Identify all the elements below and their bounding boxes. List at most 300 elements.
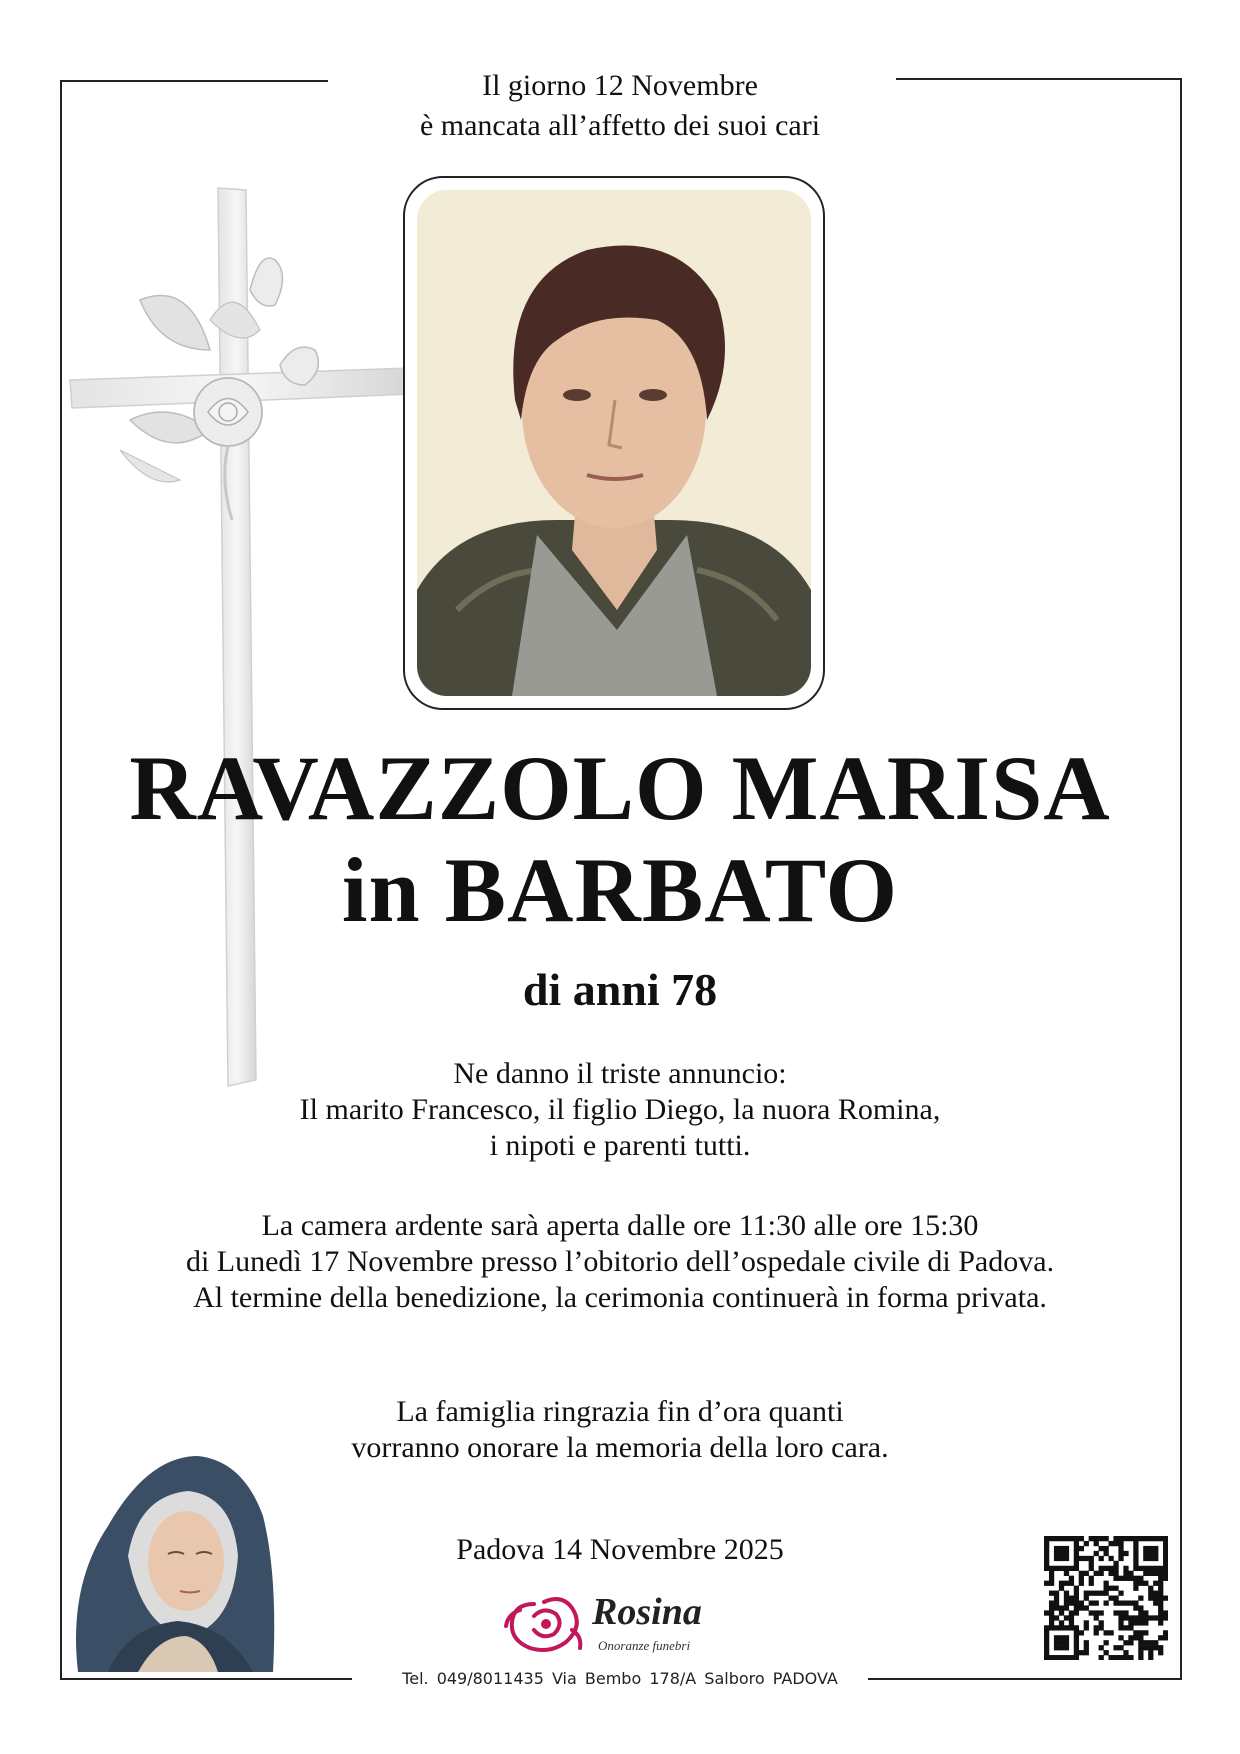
qr-module: [1069, 1581, 1074, 1586]
qr-module: [1108, 1596, 1113, 1601]
qr-module: [1074, 1596, 1079, 1601]
qr-module: [1104, 1600, 1109, 1605]
qr-module: [1064, 1581, 1069, 1586]
qr-module: [1089, 1566, 1094, 1571]
qr-module: [1113, 1610, 1118, 1615]
qr-module: [1079, 1605, 1084, 1610]
qr-module: [1044, 1536, 1049, 1541]
deceased-age: di anni 78: [522, 964, 718, 1015]
qr-module: [1104, 1566, 1109, 1571]
cross-rose-icon: [60, 180, 420, 1090]
qr-module: [1064, 1536, 1069, 1541]
qr-module: [1138, 1581, 1143, 1586]
qr-module: [1138, 1630, 1143, 1635]
qr-module: [1099, 1620, 1104, 1625]
qr-module: [1158, 1645, 1163, 1650]
qr-module: [1054, 1546, 1059, 1551]
qr-module: [1128, 1600, 1133, 1605]
qr-module: [1049, 1591, 1054, 1596]
qr-module: [1049, 1615, 1054, 1620]
qr-module: [1153, 1536, 1158, 1541]
qr-module: [1163, 1576, 1168, 1581]
qr-module: [1074, 1655, 1079, 1660]
qr-module: [1104, 1586, 1109, 1591]
qr-module: [1153, 1591, 1158, 1596]
place-date: Padova 14 Novembre 2025: [456, 1533, 784, 1566]
qr-module: [1084, 1645, 1089, 1650]
qr-module: [1094, 1571, 1099, 1576]
qr-module: [1099, 1655, 1104, 1660]
qr-module: [1089, 1591, 1094, 1596]
madonna-icon: [68, 1436, 280, 1672]
qr-module: [1133, 1600, 1138, 1605]
qr-module: [1148, 1566, 1153, 1571]
qr-module: [1148, 1640, 1153, 1645]
qr-module: [1133, 1620, 1138, 1625]
qr-module: [1079, 1581, 1084, 1586]
qr-module: [1158, 1536, 1163, 1541]
qr-module: [1099, 1566, 1104, 1571]
qr-module: [1143, 1630, 1148, 1635]
qr-module: [1123, 1566, 1128, 1571]
ceremony-line-2: di Lunedì 17 Novembre presso l’obitorio dell’ospedale civile di Padova.: [185, 1245, 1055, 1278]
qr-module: [1069, 1576, 1074, 1581]
qr-module: [1064, 1645, 1069, 1650]
qr-module: [1064, 1655, 1069, 1660]
intro-text: [0, 66, 1240, 146]
qr-module: [1128, 1620, 1133, 1625]
qr-module: [1153, 1581, 1158, 1586]
qr-module: [1138, 1640, 1143, 1645]
qr-module: [1158, 1596, 1163, 1601]
qr-module: [1148, 1536, 1153, 1541]
qr-module: [1138, 1596, 1143, 1601]
intro-line-1: Il giorno 12 Novembre: [482, 69, 758, 102]
qr-module: [1064, 1605, 1069, 1610]
qr-module: [1074, 1551, 1079, 1556]
qr-module: [1054, 1605, 1059, 1610]
qr-module: [1143, 1620, 1148, 1625]
qr-module: [1054, 1591, 1059, 1596]
thanks-line-2: vorranno onorare la memoria della loro cara.: [351, 1431, 889, 1464]
ceremony-line-1: La camera ardente sarà aperta dalle ore 11:30 alle ore 15:30: [261, 1209, 979, 1242]
qr-code-icon: [1044, 1536, 1168, 1660]
qr-module: [1064, 1640, 1069, 1645]
portrait-photo: [417, 190, 811, 696]
qr-module: [1148, 1615, 1153, 1620]
qr-module: [1074, 1635, 1079, 1640]
qr-module: [1158, 1586, 1163, 1591]
qr-module: [1099, 1625, 1104, 1630]
qr-module: [1104, 1650, 1109, 1655]
qr-module: [1133, 1576, 1138, 1581]
qr-module: [1069, 1615, 1074, 1620]
qr-module: [1049, 1566, 1054, 1571]
qr-module: [1059, 1655, 1064, 1660]
qr-module: [1143, 1551, 1148, 1556]
qr-module: [1064, 1596, 1069, 1601]
qr-module: [1059, 1645, 1064, 1650]
qr-module: [1084, 1625, 1089, 1630]
qr-module: [1059, 1551, 1064, 1556]
qr-module: [1049, 1610, 1054, 1615]
qr-module: [1044, 1655, 1049, 1660]
family-line-3: i nipoti e parenti tutti.: [489, 1129, 751, 1162]
qr-module: [1079, 1571, 1084, 1576]
qr-module: [1123, 1600, 1128, 1605]
qr-module: [1059, 1610, 1064, 1615]
qr-module: [1044, 1546, 1049, 1551]
qr-module: [1074, 1610, 1079, 1615]
qr-module: [1044, 1556, 1049, 1561]
qr-module: [1133, 1546, 1138, 1551]
qr-module: [1079, 1576, 1084, 1581]
qr-module: [1158, 1610, 1163, 1615]
funeral-home-logo: [500, 1590, 720, 1660]
qr-module: [1044, 1581, 1049, 1586]
qr-module: [1123, 1625, 1128, 1630]
qr-module: [1044, 1551, 1049, 1556]
qr-module: [1148, 1596, 1153, 1601]
qr-module: [1123, 1571, 1128, 1576]
qr-module: [1074, 1541, 1079, 1546]
qr-module: [1069, 1600, 1074, 1605]
qr-module: [1044, 1635, 1049, 1640]
qr-module: [1059, 1586, 1064, 1591]
qr-module: [1079, 1536, 1084, 1541]
qr-module: [1084, 1541, 1089, 1546]
qr-module: [1094, 1600, 1099, 1605]
qr-module: [1074, 1600, 1079, 1605]
qr-module: [1158, 1605, 1163, 1610]
qr-module: [1064, 1625, 1069, 1630]
qr-module: [1099, 1610, 1104, 1615]
qr-module: [1133, 1561, 1138, 1566]
qr-module: [1123, 1576, 1128, 1581]
qr-module: [1094, 1541, 1099, 1546]
qr-module: [1069, 1625, 1074, 1630]
qr-module: [1143, 1566, 1148, 1571]
qr-module: [1163, 1635, 1168, 1640]
qr-module: [1148, 1650, 1153, 1655]
qr-module: [1138, 1620, 1143, 1625]
qr-module: [1138, 1605, 1143, 1610]
qr-module: [1158, 1650, 1163, 1655]
qr-module: [1064, 1571, 1069, 1576]
rose-logo-icon: [500, 1590, 588, 1656]
qr-module: [1079, 1546, 1084, 1551]
qr-module: [1138, 1610, 1143, 1615]
qr-module: [1099, 1591, 1104, 1596]
qr-module: [1133, 1541, 1138, 1546]
qr-module: [1044, 1541, 1049, 1546]
qr-module: [1059, 1640, 1064, 1645]
qr-module: [1113, 1571, 1118, 1576]
qr-module: [1069, 1566, 1074, 1571]
qr-module: [1064, 1551, 1069, 1556]
qr-module: [1054, 1536, 1059, 1541]
qr-module: [1059, 1625, 1064, 1630]
qr-module: [1059, 1620, 1064, 1625]
qr-module: [1143, 1571, 1148, 1576]
qr-module: [1133, 1630, 1138, 1635]
qr-module: [1064, 1546, 1069, 1551]
qr-module: [1074, 1625, 1079, 1630]
qr-module: [1163, 1541, 1168, 1546]
qr-module: [1148, 1645, 1153, 1650]
qr-module: [1049, 1605, 1054, 1610]
deceased-name: RAVAZZOLO MARISA: [129, 737, 1111, 839]
qr-module: [1059, 1546, 1064, 1551]
qr-module: [1138, 1635, 1143, 1640]
qr-module: [1153, 1640, 1158, 1645]
qr-module: [1094, 1591, 1099, 1596]
qr-module: [1054, 1596, 1059, 1601]
qr-module: [1128, 1635, 1133, 1640]
qr-module: [1108, 1541, 1113, 1546]
qr-module: [1118, 1600, 1123, 1605]
qr-module: [1118, 1625, 1123, 1630]
ceremony-line-3: Al termine della benedizione, la cerimonia continuerà in forma privata.: [193, 1281, 1047, 1314]
qr-module: [1108, 1571, 1113, 1576]
qr-module: [1158, 1571, 1163, 1576]
qr-module: [1163, 1571, 1168, 1576]
qr-module: [1069, 1620, 1074, 1625]
qr-module: [1118, 1645, 1123, 1650]
qr-module: [1044, 1630, 1049, 1635]
qr-module: [1148, 1655, 1153, 1660]
qr-module: [1054, 1655, 1059, 1660]
qr-module: [1108, 1630, 1113, 1635]
portrait-frame: [403, 176, 825, 710]
logo-name: Rosina: [592, 1591, 702, 1633]
qr-module: [1104, 1630, 1109, 1635]
qr-module: [1089, 1561, 1094, 1566]
qr-module: [1158, 1615, 1163, 1620]
qr-module: [1133, 1536, 1138, 1541]
qr-module: [1148, 1551, 1153, 1556]
qr-module: [1138, 1655, 1143, 1660]
qr-module: [1074, 1566, 1079, 1571]
qr-module: [1143, 1645, 1148, 1650]
qr-module: [1118, 1546, 1123, 1551]
qr-module: [1163, 1615, 1168, 1620]
qr-module: [1158, 1566, 1163, 1571]
qr-module: [1074, 1630, 1079, 1635]
qr-module: [1113, 1655, 1118, 1660]
qr-module: [1123, 1615, 1128, 1620]
qr-module: [1118, 1551, 1123, 1556]
qr-module: [1118, 1556, 1123, 1561]
qr-module: [1133, 1615, 1138, 1620]
family-line-1: Ne danno il triste annuncio:: [453, 1057, 787, 1090]
qr-module: [1128, 1615, 1133, 1620]
qr-module: [1054, 1625, 1059, 1630]
qr-module: [1113, 1600, 1118, 1605]
qr-module: [1094, 1610, 1099, 1615]
qr-module: [1094, 1615, 1099, 1620]
qr-module: [1158, 1576, 1163, 1581]
qr-module: [1099, 1571, 1104, 1576]
qr-module: [1059, 1635, 1064, 1640]
qr-module: [1143, 1615, 1148, 1620]
qr-module: [1049, 1600, 1054, 1605]
qr-module: [1079, 1630, 1084, 1635]
qr-module: [1123, 1655, 1128, 1660]
qr-module: [1143, 1581, 1148, 1586]
qr-module: [1084, 1571, 1089, 1576]
qr-module: [1128, 1536, 1133, 1541]
qr-module: [1138, 1566, 1143, 1571]
qr-module: [1069, 1655, 1074, 1660]
qr-module: [1054, 1556, 1059, 1561]
qr-module: [1049, 1655, 1054, 1660]
qr-module: [1084, 1620, 1089, 1625]
qr-module: [1128, 1640, 1133, 1645]
qr-module: [1044, 1650, 1049, 1655]
qr-module: [1059, 1581, 1064, 1586]
qr-module: [1113, 1536, 1118, 1541]
qr-module: [1123, 1536, 1128, 1541]
qr-module: [1044, 1645, 1049, 1650]
qr-module: [1094, 1551, 1099, 1556]
qr-module: [1079, 1556, 1084, 1561]
qr-module: [1138, 1645, 1143, 1650]
qr-module: [1104, 1536, 1109, 1541]
qr-module: [1108, 1586, 1113, 1591]
qr-module: [1153, 1566, 1158, 1571]
qr-module: [1069, 1536, 1074, 1541]
qr-module: [1059, 1605, 1064, 1610]
qr-module: [1163, 1610, 1168, 1615]
qr-module: [1158, 1581, 1163, 1586]
qr-module: [1059, 1536, 1064, 1541]
qr-module: [1163, 1551, 1168, 1556]
qr-module: [1123, 1610, 1128, 1615]
qr-module: [1089, 1556, 1094, 1561]
qr-module: [1133, 1605, 1138, 1610]
qr-module: [1104, 1591, 1109, 1596]
qr-module: [1089, 1581, 1094, 1586]
qr-module: [1158, 1635, 1163, 1640]
qr-module: [1153, 1551, 1158, 1556]
qr-module: [1104, 1551, 1109, 1556]
qr-module: [1118, 1576, 1123, 1581]
qr-module: [1074, 1645, 1079, 1650]
qr-module: [1089, 1576, 1094, 1581]
qr-module: [1059, 1556, 1064, 1561]
qr-module: [1064, 1556, 1069, 1561]
qr-module: [1148, 1571, 1153, 1576]
qr-module: [1054, 1645, 1059, 1650]
qr-module: [1148, 1556, 1153, 1561]
qr-module: [1074, 1591, 1079, 1596]
family-line-2: Il marito Francesco, il figlio Diego, la nuora Romina,: [299, 1093, 941, 1126]
qr-module: [1118, 1591, 1123, 1596]
qr-module: [1064, 1566, 1069, 1571]
qr-module: [1084, 1640, 1089, 1645]
qr-module: [1158, 1620, 1163, 1625]
qr-module: [1118, 1620, 1123, 1625]
qr-module: [1163, 1630, 1168, 1635]
qr-module: [1113, 1596, 1118, 1601]
qr-module: [1094, 1625, 1099, 1630]
qr-module: [1074, 1546, 1079, 1551]
qr-module: [1074, 1586, 1079, 1591]
qr-module: [1074, 1556, 1079, 1561]
qr-module: [1118, 1635, 1123, 1640]
qr-module: [1054, 1635, 1059, 1640]
qr-module: [1153, 1600, 1158, 1605]
qr-module: [1128, 1655, 1133, 1660]
qr-module: [1084, 1605, 1089, 1610]
qr-module: [1143, 1546, 1148, 1551]
qr-module: [1143, 1640, 1148, 1645]
qr-module: [1044, 1625, 1049, 1630]
qr-module: [1163, 1536, 1168, 1541]
qr-module: [1133, 1556, 1138, 1561]
qr-module: [1118, 1536, 1123, 1541]
qr-module: [1153, 1546, 1158, 1551]
intro-line-2: è mancata all’affetto dei suoi cari: [419, 109, 821, 142]
qr-module: [1104, 1546, 1109, 1551]
qr-module: [1049, 1620, 1054, 1625]
qr-module: [1118, 1615, 1123, 1620]
qr-module: [1059, 1566, 1064, 1571]
qr-module: [1108, 1566, 1113, 1571]
qr-module: [1118, 1655, 1123, 1660]
qr-module: [1049, 1581, 1054, 1586]
qr-module: [1099, 1536, 1104, 1541]
qr-module: [1049, 1576, 1054, 1581]
qr-module: [1113, 1645, 1118, 1650]
qr-module: [1104, 1581, 1109, 1586]
qr-module: [1054, 1600, 1059, 1605]
qr-module: [1054, 1551, 1059, 1556]
qr-module: [1143, 1536, 1148, 1541]
qr-module: [1064, 1600, 1069, 1605]
qr-module: [1108, 1556, 1113, 1561]
qr-module: [1064, 1615, 1069, 1620]
qr-module: [1128, 1625, 1133, 1630]
qr-module: [1138, 1650, 1143, 1655]
qr-module: [1049, 1536, 1054, 1541]
qr-module: [1104, 1640, 1109, 1645]
qr-module: [1143, 1610, 1148, 1615]
qr-module: [1089, 1536, 1094, 1541]
qr-module: [1163, 1546, 1168, 1551]
qr-module: [1049, 1625, 1054, 1630]
qr-module: [1133, 1551, 1138, 1556]
qr-module: [1138, 1536, 1143, 1541]
qr-module: [1054, 1566, 1059, 1571]
family-announcement: [0, 1056, 1240, 1164]
qr-module: [1133, 1635, 1138, 1640]
qr-module: [1138, 1576, 1143, 1581]
qr-module: [1123, 1640, 1128, 1645]
qr-module: [1158, 1591, 1163, 1596]
qr-module: [1064, 1591, 1069, 1596]
qr-module: [1113, 1586, 1118, 1591]
qr-module: [1074, 1536, 1079, 1541]
qr-module: [1163, 1596, 1168, 1601]
qr-module: [1084, 1596, 1089, 1601]
qr-module: [1084, 1591, 1089, 1596]
qr-module: [1069, 1596, 1074, 1601]
logo-subtitle: Onoranze funebri: [598, 1638, 691, 1653]
qr-module: [1074, 1640, 1079, 1645]
qr-module: [1163, 1561, 1168, 1566]
